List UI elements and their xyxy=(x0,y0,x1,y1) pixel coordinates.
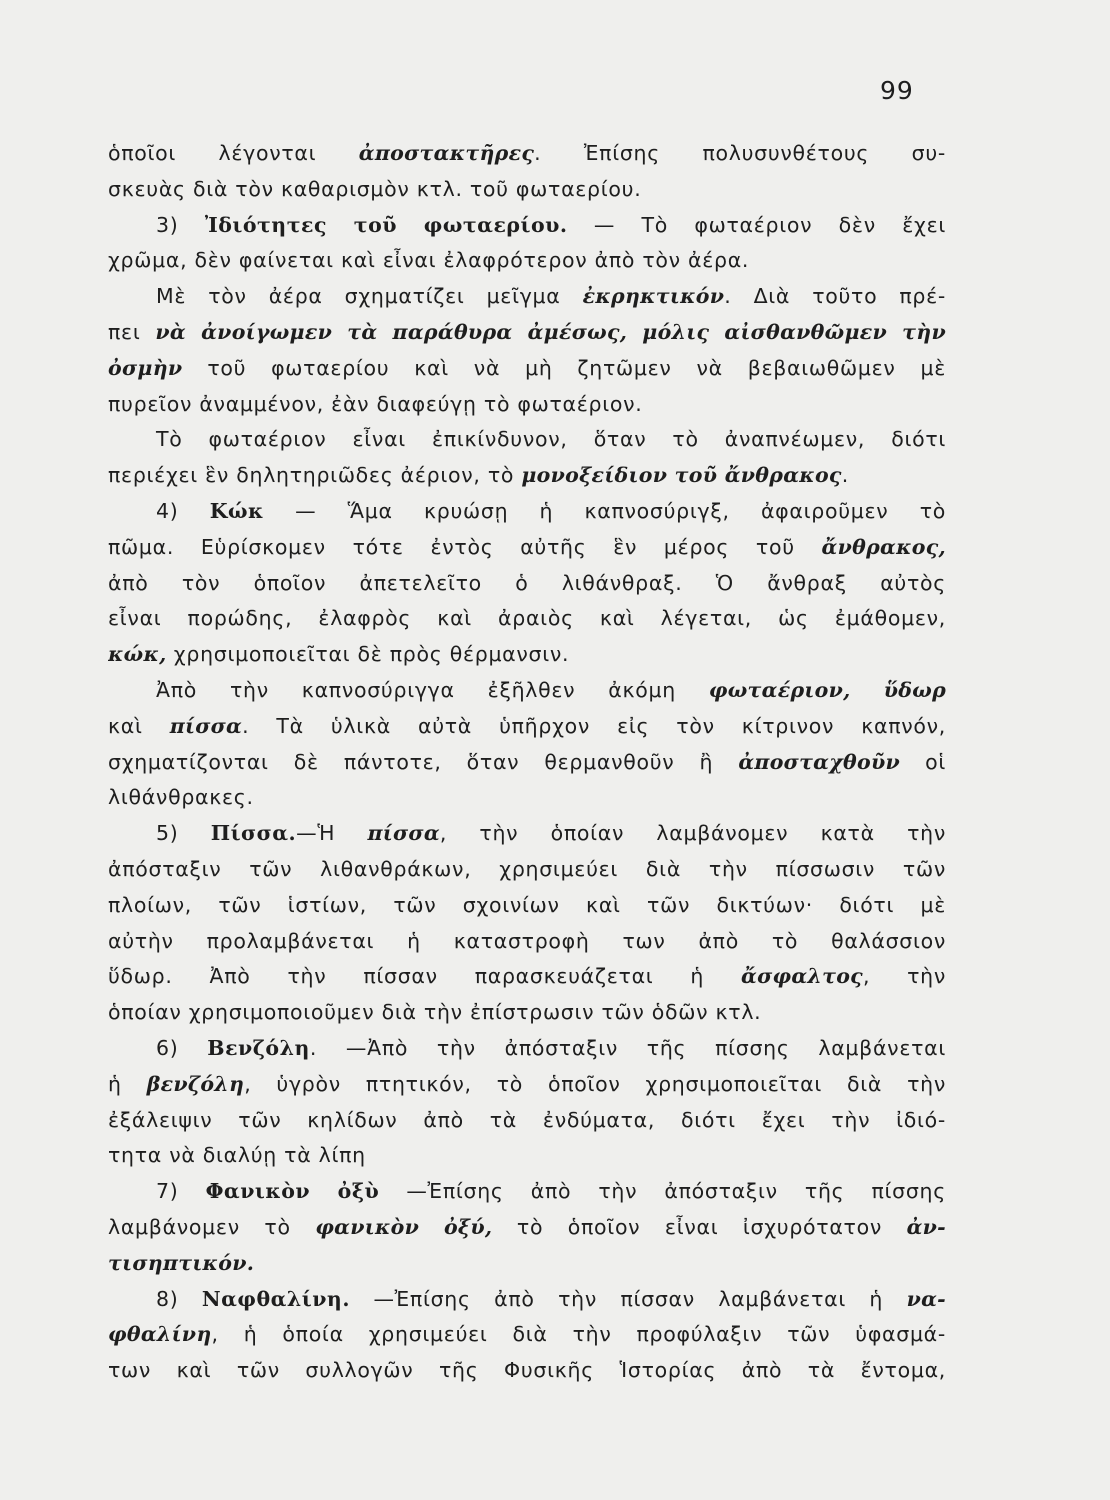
text-run: πει xyxy=(108,319,156,344)
text-run: ἀπόσταξιν τῶν λιθανθράκων, χρησιμεύει διὰ τὴν πίσσωσιν τῶν xyxy=(108,856,946,881)
text-line xyxy=(108,136,946,172)
text-run: 7) xyxy=(156,1179,206,1204)
text-run: χρησιμοποιεῖται δὲ πρὸς θέρμανσιν. xyxy=(166,642,570,667)
text-run: ὁποίαν χρησιμοποιοῦμεν διὰ τὴν ἐπίστρωσιν τῶν ὁδῶν κτλ. xyxy=(108,1000,762,1025)
text-run: σκευὰς διὰ τὸν καθαρισμὸν κτλ. τοῦ φωταερίου. xyxy=(108,176,642,201)
text-line xyxy=(108,387,946,423)
text-run: —Ἐπίσης ἀπὸ τὴν ἀπόσταξιν τῆς πίσσης xyxy=(379,1179,946,1204)
text-line xyxy=(108,351,946,387)
text-run: . Ἐπίσης πολυσυνθέτους συ- xyxy=(534,141,946,165)
text-run: , τὴν xyxy=(862,964,946,989)
text-line xyxy=(108,1317,946,1353)
text-run: . xyxy=(841,463,849,488)
emphasis-term: βενζόλη xyxy=(146,1071,245,1096)
text-line xyxy=(108,780,946,816)
section-heading: Ναφθαλίνη. xyxy=(201,1286,350,1311)
text-line xyxy=(108,1138,946,1174)
text-line xyxy=(108,1282,946,1318)
text-run: 8) xyxy=(156,1286,202,1311)
text-run: εἶναι πορώδης, ἐλαφρὸς καὶ ἀραιὸς καὶ λέγεται, ὡς ἐμάθομεν, xyxy=(108,606,946,631)
text-run: σχηματίζονται δὲ πάντοτε, ὅταν θερμανθοῦν ἢ xyxy=(108,749,739,774)
text-run: 4) xyxy=(156,498,210,523)
text-line xyxy=(108,1103,946,1139)
emphasis-term: πίσσα xyxy=(367,821,440,846)
emphasis-term: φανικὸν ὀξύ, xyxy=(315,1214,493,1239)
emphasis-term: ἄνθρακος, xyxy=(821,534,946,559)
text-line xyxy=(108,172,946,208)
section-heading: Βενζόλη xyxy=(207,1035,310,1060)
text-run: πλοίων, τῶν ἱστίων, τῶν σχοινίων καὶ τῶν δικτύων· διότι μὲ xyxy=(108,892,946,917)
text-line xyxy=(108,458,946,494)
emphasis-term: ἀποσταχθοῦν xyxy=(738,749,901,774)
text-line xyxy=(108,924,946,960)
section-heading: Φανικὸν ὀξὺ xyxy=(205,1179,380,1204)
text-run: τητα νὰ διαλύῃ τὰ λίπη xyxy=(108,1143,366,1168)
emphasis-term: ἀν- xyxy=(906,1214,946,1239)
emphasis-term: ἀποστακτῆρες xyxy=(358,141,535,165)
emphasis-term: κώκ, xyxy=(108,642,167,667)
text-run: πυρεῖον ἀναμμένον, ἐὰν διαφεύγῃ τὸ φωταέριον. xyxy=(108,391,643,416)
text-line xyxy=(108,637,946,673)
text-line xyxy=(108,315,946,351)
text-run: ὕδωρ. Ἀπὸ τὴν πίσσαν παρασκευάζεται ἡ xyxy=(108,964,742,989)
text-run: ἐξάλειψιν τῶν κηλίδων ἀπὸ τὰ ἐνδύματα, διότι ἔχει τὴν ἰδιό- xyxy=(108,1107,946,1132)
text-line xyxy=(108,279,946,315)
emphasis-term: ὀσμὴν xyxy=(108,355,183,380)
text-run: οἱ xyxy=(900,749,946,774)
text-line xyxy=(108,1174,946,1210)
emphasis-term: ἐκρηκτικόν xyxy=(582,284,725,309)
text-line xyxy=(108,1246,946,1282)
text-run: 3) xyxy=(156,212,205,237)
text-line xyxy=(108,816,946,852)
text-line xyxy=(108,494,946,530)
text-run: περιέχει ἓν δηλητηριῶδες ἀέριον, τὸ xyxy=(108,463,522,488)
body-text xyxy=(108,136,946,1389)
text-run: 6) xyxy=(156,1035,208,1060)
page-number: 99 xyxy=(880,76,914,105)
section-heading: Πίσσα. xyxy=(210,821,297,846)
text-run: —Ἡ xyxy=(296,821,368,846)
text-run: . Τὰ ὑλικὰ αὐτὰ ὑπῆρχον εἰς τὸν κίτρινον καπνόν, xyxy=(242,713,946,738)
text-line xyxy=(108,1353,946,1389)
text-run: . Διὰ τοῦτο πρέ- xyxy=(724,284,946,309)
text-line xyxy=(108,745,946,781)
emphasis-term: νὰ ἀνοίγωμεν τὰ παράθυρα ἀμέσως, μόλις αἰσθανθῶμεν τὴν xyxy=(155,319,946,344)
text-run: χρῶμα, δὲν φαίνεται καὶ εἶναι ἐλαφρότερον ἀπὸ τὸν ἀέρα. xyxy=(108,248,750,273)
text-line xyxy=(108,888,946,924)
emphasis-term: φθαλίνη xyxy=(108,1322,212,1347)
text-run: πῶμα. Εὑρίσκομεν τότε ἐντὸς αὐτῆς ἓν μέρος τοῦ xyxy=(108,534,822,559)
section-heading: Κώκ xyxy=(209,498,264,523)
emphasis-term: τισηπτικόν. xyxy=(108,1250,255,1275)
text-run: Τὸ φωταέριον εἶναι ἐπικίνδυνον, ὅταν τὸ ἀναπνέωμεν, διότι xyxy=(156,427,946,452)
text-run: Μὲ τὸν ἀέρα σχηματίζει μεῖγμα xyxy=(156,284,583,309)
text-line xyxy=(108,530,946,566)
text-run: λαμβάνομεν τὸ xyxy=(108,1214,316,1239)
text-line xyxy=(108,959,946,995)
emphasis-term: μονοξείδιον τοῦ ἄνθρακος xyxy=(521,463,842,488)
emphasis-term: ἄσφαλτος xyxy=(741,964,863,989)
text-run: —Ἐπίσης ἀπὸ τὴν πίσσαν λαμβάνεται ἡ xyxy=(349,1286,907,1311)
text-run: , τὴν ὁποίαν λαμβάνομεν κατὰ τὴν xyxy=(439,821,946,846)
text-line xyxy=(108,709,946,745)
emphasis-term: πίσσα xyxy=(169,713,243,738)
section-heading: Ἰδιότητες τοῦ φωταερίου. xyxy=(204,212,568,237)
text-line xyxy=(108,852,946,888)
text-run: ἀπὸ τὸν ὁποῖον ἀπετελεῖτο ὁ λιθάνθραξ. Ὁ ἄνθραξ αὐτὸς xyxy=(108,570,946,595)
text-run: , ὑγρὸν πτητικόν, τὸ ὁποῖον χρησιμοποιεῖται διὰ τὴν xyxy=(244,1071,946,1096)
text-run: των καὶ τῶν συλλογῶν τῆς Φυσικῆς Ἱστορίας ἀπὸ τὰ ἔντομα, xyxy=(108,1358,946,1383)
text-line xyxy=(108,208,946,244)
text-run: ὁποῖοι λέγονται xyxy=(108,141,359,165)
text-line xyxy=(108,422,946,458)
text-run: καὶ xyxy=(108,713,170,738)
text-line xyxy=(108,243,946,279)
text-run: αὐτὴν προλαμβάνεται ἡ καταστροφὴ των ἀπὸ τὸ θαλάσσιον xyxy=(108,928,946,953)
text-run: Ἀπὸ τὴν καπνοσύριγγα ἐξῆλθεν ἀκόμη xyxy=(156,677,709,702)
text-run: ἡ xyxy=(108,1071,147,1096)
text-run: — Τὸ φωταέριον δὲν ἔχει xyxy=(567,212,946,237)
text-run: λιθάνθρακες. xyxy=(108,785,254,810)
text-line xyxy=(108,566,946,602)
text-line xyxy=(108,1067,946,1103)
text-line xyxy=(108,1210,946,1246)
text-line xyxy=(108,995,946,1031)
text-run: — Ἅμα κρυώσῃ ἡ καπνοσύριγξ, ἀφαιροῦμεν τὸ xyxy=(263,498,946,523)
text-line xyxy=(108,601,946,637)
text-line xyxy=(108,673,946,709)
text-run: τὸ ὁποῖον εἶναι ἰσχυρότατον xyxy=(492,1214,907,1239)
emphasis-term: φωταέριον, ὕδωρ xyxy=(708,677,946,702)
text-run: 5) xyxy=(156,821,211,846)
emphasis-term: να- xyxy=(906,1286,946,1311)
text-run: . —Ἀπὸ τὴν ἀπόσταξιν τῆς πίσσης λαμβάνεται xyxy=(309,1035,946,1060)
text-line xyxy=(108,1031,946,1067)
text-run: τοῦ φωταερίου καὶ νὰ μὴ ζητῶμεν νὰ βεβαιωθῶμεν μὲ xyxy=(182,355,946,380)
text-run: , ἡ ὁποία χρησιμεύει διὰ τὴν προφύλαξιν τῶν ὑφασμά- xyxy=(211,1322,946,1347)
